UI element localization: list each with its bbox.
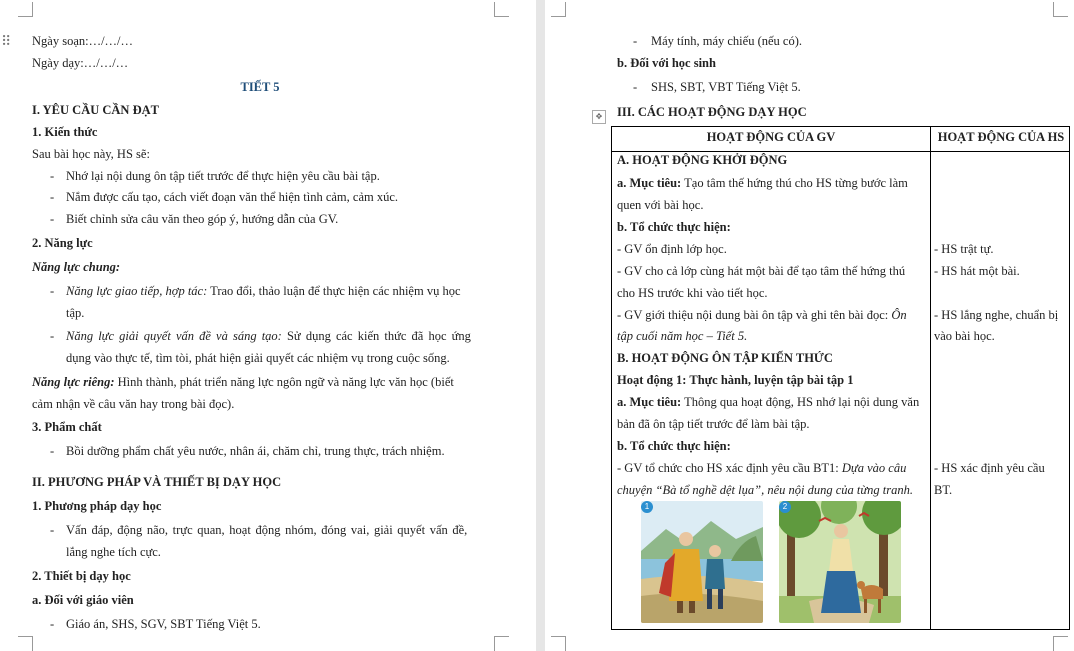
table-text: b. Tổ chức thực hiện: bbox=[617, 220, 731, 234]
table-text: vào bài học. bbox=[934, 329, 995, 343]
table-text: - GV tổ chức cho HS xác định yêu cầu BT1: Dựa vào câu bbox=[617, 461, 907, 475]
illustration-number: 1 bbox=[641, 501, 653, 513]
table-text: - GV cho cả lớp cùng hát một bài để tạo tâm thế hứng thú bbox=[617, 264, 906, 278]
list-item: Nắm được cấu tạo, cách viết đoạn văn thể hiện tình cảm, cảm xúc. bbox=[66, 190, 399, 204]
bullet-dash: - bbox=[50, 190, 55, 204]
date-taught: Ngày dạy:…/…/… bbox=[32, 56, 129, 70]
table-text: tập cuối năm học – Tiết 5. bbox=[617, 329, 748, 343]
page-crop-mark bbox=[18, 2, 33, 17]
list-item: Giáo án, SHS, SGV, SBT Tiếng Việt 5. bbox=[66, 617, 261, 631]
table-text: b. Tổ chức thực hiện: bbox=[617, 439, 731, 453]
list-item: Bồi dưỡng phẩm chất yêu nước, nhân ái, chăm chỉ, trung thực, trách nhiệm. bbox=[66, 444, 445, 458]
paragraph-continued: cảm nhận về câu văn hay trong bài đọc). bbox=[32, 397, 235, 411]
page-crop-mark bbox=[1053, 636, 1068, 651]
table-text: cho HS trước khi vào tiết học. bbox=[617, 286, 768, 300]
table-text: - HS trật tự. bbox=[934, 242, 994, 256]
list-item: SHS, SBT, VBT Tiếng Việt 5. bbox=[651, 80, 801, 94]
paragraph: Năng lực riêng: Hình thành, phát triển năng lực ngôn ngữ và năng lực văn học (biết bbox=[32, 375, 454, 389]
section-heading: III. CÁC HOẠT ĐỘNG DẠY HỌC bbox=[617, 105, 807, 119]
table-header-hs: HOẠT ĐỘNG CỦA HS bbox=[937, 130, 1065, 144]
bullet-dash: - bbox=[633, 80, 638, 94]
subsection-heading: 1. Kiến thức bbox=[32, 125, 98, 139]
bullet-dash: - bbox=[50, 329, 55, 343]
list-item: Biết chỉnh sửa câu văn theo góp ý, hướng dẫn của GV. bbox=[66, 212, 339, 226]
activities-table bbox=[611, 126, 1070, 630]
story-illustration-2 bbox=[779, 501, 901, 623]
table-header-divider bbox=[612, 151, 1069, 152]
table-text: - HS xác định yêu cầu bbox=[934, 461, 1045, 475]
subsection-heading: b. Đối với học sinh bbox=[617, 56, 716, 70]
table-text: a. Mục tiêu: Thông qua hoạt động, HS nhớ lại nội dung văn bbox=[617, 395, 920, 409]
table-text: - HS hát một bài. bbox=[934, 264, 1020, 278]
page-crop-mark bbox=[494, 2, 509, 17]
page-crop-mark bbox=[18, 636, 33, 651]
list-item: Năng lực giải quyết vấn đề và sáng tạo: Sử dụng các kiến thức đã học ứng bbox=[66, 329, 471, 343]
bullet-dash: - bbox=[50, 617, 55, 631]
bullet-dash: - bbox=[50, 284, 55, 298]
table-text: - GV ổn định lớp học. bbox=[617, 242, 727, 256]
illustration-number: 2 bbox=[779, 501, 791, 513]
bullet-dash: - bbox=[50, 523, 55, 537]
subsection-heading: 3. Phẩm chất bbox=[32, 420, 102, 434]
subsection-heading: 1. Phương pháp dạy học bbox=[32, 499, 162, 513]
subsection-heading: 2. Thiết bị dạy học bbox=[32, 569, 131, 583]
paragraph: Sau bài học này, HS sẽ: bbox=[32, 147, 150, 161]
page-crop-mark bbox=[551, 636, 566, 651]
table-section-title: B. HOẠT ĐỘNG ÔN TẬP KIẾN THỨC bbox=[617, 351, 833, 365]
bullet-dash: - bbox=[50, 212, 55, 226]
list-item-continued: tập. bbox=[66, 306, 85, 320]
list-item: Nhớ lại nội dung ôn tập tiết trước để thực hiện yêu cầu bài tập. bbox=[66, 169, 380, 183]
subsection-heading: 2. Năng lực bbox=[32, 236, 93, 250]
list-item: Máy tính, máy chiếu (nếu có). bbox=[651, 34, 802, 48]
page-crop-mark bbox=[551, 2, 566, 17]
subsection-heading: a. Đối với giáo viên bbox=[32, 593, 134, 607]
bullet-dash: - bbox=[50, 169, 55, 183]
list-item-continued: lắng nghe tích cực. bbox=[66, 545, 161, 559]
table-text: - GV giới thiệu nội dung bài ôn tập và ghi tên bài đọc: Ôn bbox=[617, 308, 907, 322]
lesson-title: TIẾT 5 bbox=[240, 80, 280, 94]
subheading-italic: Năng lực chung: bbox=[32, 260, 121, 274]
list-item-continued: dụng vào thực tế, tìm tòi, phát hiện giải quyết các nhiệm vụ trong cuộc sống. bbox=[66, 351, 450, 365]
table-text: BT. bbox=[934, 483, 953, 497]
table-move-handle-icon[interactable]: ✥ bbox=[592, 110, 606, 124]
table-text: quen với bài học. bbox=[617, 198, 704, 212]
page-crop-mark bbox=[494, 636, 509, 651]
table-text: - HS lắng nghe, chuẩn bị bbox=[934, 308, 1059, 322]
date-prepared: Ngày soạn:…/…/… bbox=[32, 34, 134, 48]
table-section-title: A. HOẠT ĐỘNG KHỞI ĐỘNG bbox=[617, 153, 788, 167]
list-item: Năng lực giao tiếp, hợp tác: Trao đổi, thảo luận để thực hiện các nhiệm vụ học bbox=[66, 284, 461, 298]
table-text: chuyện “Bà tổ nghề dệt lụa”, nêu nội dung của từng tranh. bbox=[617, 483, 914, 497]
section-heading: II. PHƯƠNG PHÁP VÀ THIẾT BỊ DẠY HỌC bbox=[32, 475, 282, 489]
page-crop-mark bbox=[1053, 2, 1068, 17]
drag-handle-icon[interactable]: ⠿ bbox=[1, 35, 10, 50]
section-heading: I. YÊU CẦU CẦN ĐẠT bbox=[32, 103, 159, 117]
list-item: Vấn đáp, động não, trực quan, hoạt động nhóm, đóng vai, giải quyết vấn đề, bbox=[66, 523, 468, 537]
document-page-left bbox=[0, 0, 536, 651]
table-column-divider bbox=[930, 127, 931, 629]
bullet-dash: - bbox=[50, 444, 55, 458]
table-header-gv: HOẠT ĐỘNG CỦA GV bbox=[706, 130, 836, 144]
table-text: bản đã ôn tập tiết trước để làm bài tập. bbox=[617, 417, 810, 431]
story-illustration-1 bbox=[641, 501, 763, 623]
bullet-dash: - bbox=[633, 34, 638, 48]
table-text: a. Mục tiêu: Tạo tâm thế hứng thú cho HS từng bước làm bbox=[617, 176, 908, 190]
table-text: Hoạt động 1: Thực hành, luyện tập bài tập 1 bbox=[617, 373, 854, 387]
